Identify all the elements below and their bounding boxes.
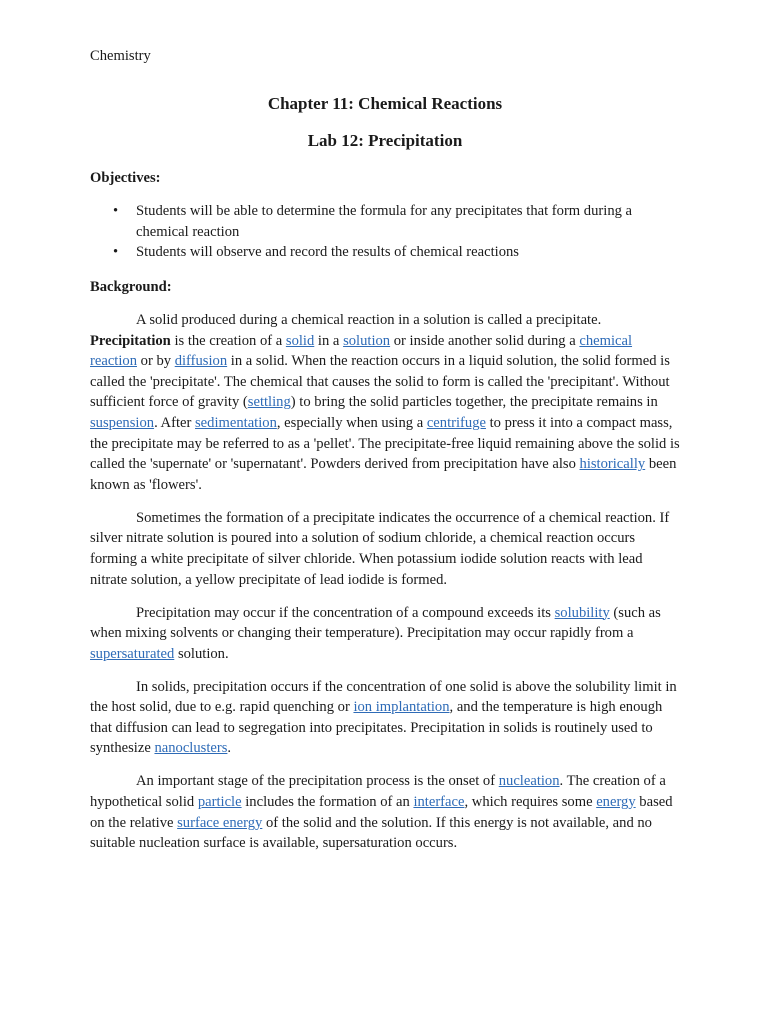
link-particle[interactable]: particle [197,794,242,811]
text-span: . [227,740,232,757]
background-heading: Background: [90,279,172,295]
link-centrifuge[interactable]: centrifuge [426,414,486,431]
lab-title: Lab 12: Precipitation [307,131,463,150]
text-span: , especially when using a [276,414,427,431]
paragraph-solids [90,677,682,759]
text-span: An important stage of the precipitation process is the onset of [136,773,499,790]
text-span: In solids, precipitation occurs if the concentration of one solid is above the solubility limit in the host solid, due to e.g. rapid quenching or [90,678,677,716]
text-span: A solid produced during a chemical reaction in a solution is called a precipitate. [136,312,602,328]
text-span: in a solid. When the reaction occurs in a liquid solution, the solid formed is called the 'precipitate'. The chemical that causes the solid to form is called the 'precipitant'. Without sufficient force of gravity ( [90,353,670,411]
text-span: is the creation of a [170,332,286,349]
text-span: (such as when mixing solvents or changing their temperature). Precipitation may occur rapidly from a [90,604,661,642]
text-span: of the solid and the solution. If this energy is not available, and no suitable nucleation surface is available, supersaturation occurs. [90,814,652,852]
link-surface-energy[interactable]: surface energy [177,814,263,831]
text-span: or by [137,353,175,370]
link-diffusion[interactable]: diffusion [174,353,228,370]
text-span: based on the relative [90,794,673,831]
text-span: or inside another solid during a [390,332,580,349]
paragraph-precipitation-definition [90,310,682,495]
list-item: • Students will be able to determine the formula for any precipitates that form during a chemical reaction [90,201,680,242]
link-historically[interactable]: historically [579,456,646,473]
paragraph-reaction-examples: Sometimes the formation of a precipitate indicates the occurrence of a chemical reaction. If silver nitrate solution is poured into a solution of sodium chloride, a chemical reaction occurs forming a white precipitate of silver chloride. When potassium iodide solution reacts with lead nitrate solution, a yellow precipitate of lead iodide is formed. [90,509,670,588]
text-span: solution. [174,645,229,662]
text-span: . After [154,414,195,431]
link-nucleation[interactable]: nucleation [498,773,560,790]
link-settling[interactable]: settling [247,394,291,411]
link-suspension[interactable]: suspension [90,414,155,431]
link-solution[interactable]: solution [343,332,391,349]
text-span: , and the temperature is high enough that diffusion can lead to segregation into precipitates. Precipitation in solids is routinely used to synthesize [90,699,663,757]
bold-term-precipitation: Precipitation [90,332,171,349]
link-solid[interactable]: solid [285,332,315,349]
text-span: . The creation of a hypothetical solid [90,773,666,811]
link-ion-implantation[interactable]: ion implantation [353,699,450,716]
text-span: in a [314,332,344,349]
text-span: includes the formation of an [241,794,414,811]
chapter-title: Chapter 11: Chemical Reactions [267,94,503,113]
page-header-subject: Chemistry [90,48,151,64]
link-supersaturated[interactable]: supersaturated [90,645,175,662]
text-span: Precipitation may occur if the concentration of a compound exceeds its [136,604,555,621]
background-body [90,310,682,866]
text-span: to press it into a compact mass, the precipitate may be referred to as a 'pellet'. The precipitate-free liquid remaining above the solid is called the 'supernate' or 'supernatant'. Powders derived from precipitation have also [90,414,680,473]
link-interface[interactable]: interface [413,794,465,811]
text-span: been known as 'flowers'. [90,456,677,493]
text-span: ) to bring the solid particles together, the precipitate remains in [290,394,658,411]
link-energy[interactable]: energy [596,794,636,811]
paragraph-solubility [90,603,682,665]
link-sedimentation[interactable]: sedimentation [195,414,277,431]
link-nanoclusters[interactable]: nanoclusters [154,740,228,757]
objectives-list [90,201,680,263]
list-item: • Students will observe and record the results of chemical reactions [90,242,680,263]
paragraph-nucleation [90,771,682,853]
link-solubility[interactable]: solubility [554,604,610,621]
text-span: , which requires some [464,794,597,811]
objectives-heading: Objectives: [90,170,161,186]
link-chemical-reaction[interactable]: chemical reaction [90,332,633,370]
